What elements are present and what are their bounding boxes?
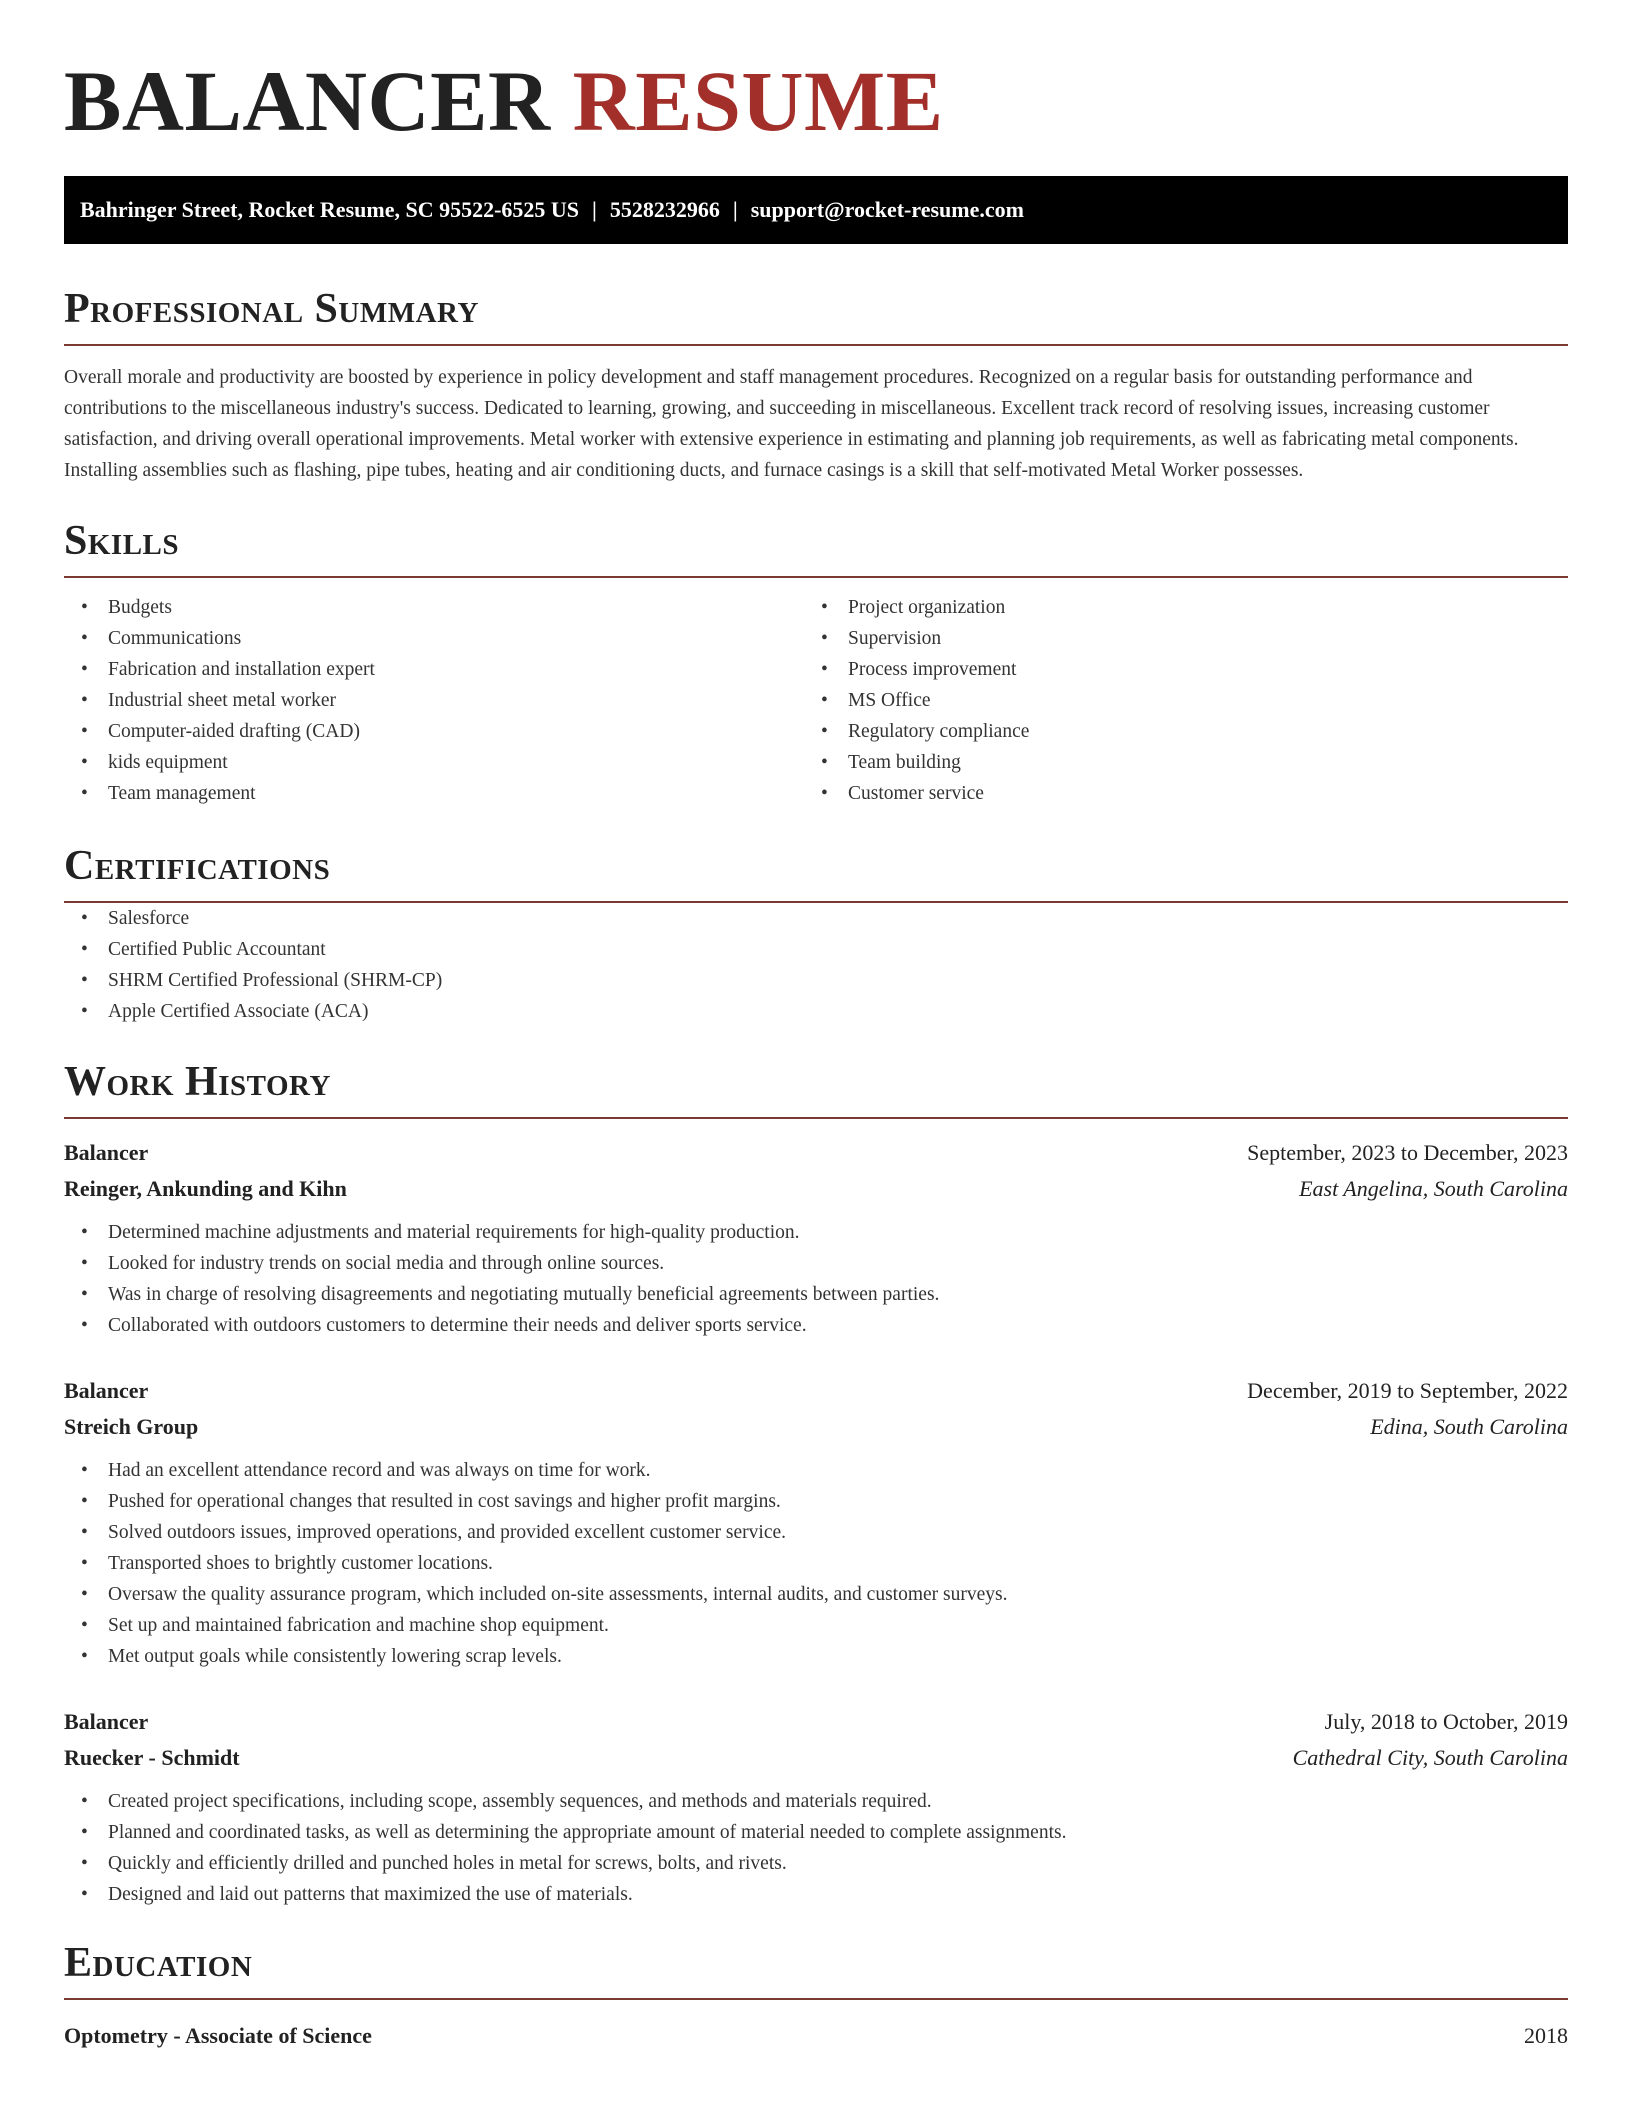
section-title-skills: Skills: [64, 518, 180, 564]
job-duty-item: • Pushed for operational changes that resulted in cost savings and higher profit margins.: [64, 1486, 1568, 1517]
job-company-row: [64, 1171, 1568, 1207]
job-list: [64, 1135, 1568, 1910]
job-duty-item: • Was in charge of resolving disagreements and negotiating mutually beneficial agreements between parties.: [64, 1279, 1568, 1310]
job-entry: [64, 1135, 1568, 1341]
skill-item: • Computer-aided drafting (CAD): [64, 716, 804, 747]
certification-item: • Certified Public Accountant: [64, 934, 1568, 965]
section-title-work-history: Work History: [64, 1059, 331, 1105]
job-entry: [64, 1704, 1568, 1910]
resume-name: [64, 0, 1568, 148]
skill-item: • Team management: [64, 778, 804, 809]
education-degree: Optometry - Associate of Science: [64, 2023, 372, 2048]
skill-item: • Team building: [804, 747, 1544, 778]
job-duty-item: • Collaborated with outdoors customers to determine their needs and deliver sports service.: [64, 1310, 1568, 1341]
skill-item: • Communications: [64, 623, 804, 654]
skill-item: • Fabrication and installation expert: [64, 654, 804, 685]
job-duty-item: • Determined machine adjustments and material requirements for high-quality production.: [64, 1217, 1568, 1248]
section-divider: [64, 1998, 1568, 2000]
contact-separator: |: [592, 197, 597, 222]
job-duty-item: • Solved outdoors issues, improved operations, and provided excellent customer service.: [64, 1517, 1568, 1548]
name-first: BALANCER: [64, 53, 551, 149]
skill-item: • Budgets: [64, 592, 804, 623]
certifications-list: [64, 903, 1568, 1027]
section-divider: [64, 1117, 1568, 1119]
job-duties-list: [64, 1786, 1568, 1910]
job-location: Edina, South Carolina: [1370, 1414, 1568, 1439]
section-title-certifications: Certifications: [64, 843, 331, 889]
contact-bar: [64, 176, 1568, 244]
certification-item: • SHRM Certified Professional (SHRM-CP): [64, 965, 1568, 996]
skills-section: [64, 516, 1568, 809]
job-dates: December, 2019 to September, 2022: [1247, 1378, 1568, 1403]
job-duty-item: • Set up and maintained fabrication and machine shop equipment.: [64, 1610, 1568, 1641]
job-duty-item: • Looked for industry trends on social media and through online sources.: [64, 1248, 1568, 1279]
job-dates: July, 2018 to October, 2019: [1324, 1709, 1568, 1734]
job-title: Balancer: [64, 1709, 149, 1734]
job-company: Ruecker - Schmidt: [64, 1745, 240, 1770]
contact-address: Bahringer Street, Rocket Resume, SC 95522-6525 US: [80, 197, 580, 222]
contact-phone: 5528232966: [609, 197, 720, 222]
skill-item: • Customer service: [804, 778, 1544, 809]
job-location: East Angelina, South Carolina: [1299, 1176, 1568, 1201]
name-last: RESUME: [572, 53, 944, 149]
certification-item: • Apple Certified Associate (ACA): [64, 996, 1568, 1027]
job-location: Cathedral City, South Carolina: [1292, 1745, 1568, 1770]
job-title: Balancer: [64, 1378, 149, 1403]
education-year: 2018: [1524, 2023, 1568, 2048]
skills-grid: [64, 592, 1568, 809]
summary-section: [64, 284, 1568, 486]
job-duty-item: • Planned and coordinated tasks, as well as determining the appropriate amount of material needed to complete assignments.: [64, 1817, 1568, 1848]
job-company-row: [64, 1409, 1568, 1445]
skill-item: • kids equipment: [64, 747, 804, 778]
education-section: [64, 1938, 1568, 2054]
skill-item: • Process improvement: [804, 654, 1544, 685]
contact-separator: |: [732, 197, 738, 222]
job-duty-item: • Met output goals while consistently lowering scrap levels.: [64, 1641, 1568, 1672]
summary-text: Overall morale and productivity are boosted by experience in policy development and staff management procedures. Recognized on a regular basis for outstanding performance and contributions to the miscellaneous industry's success. Dedicated to learning, growing, and succeeding in miscellaneous. Excellent track record of resolving issues, increasing customer satisfaction, and driving overall operational improvements. Metal worker with extensive experience in estimating and planning job requirements, as well as fabricating metal components. Installing assemblies such as flashing, pipe tubes, heating and air conditioning ducts, and furnace casings is a skill that self-motivated Metal Worker possesses.: [64, 367, 1519, 481]
job-title: Balancer: [64, 1140, 149, 1165]
section-title-summary: Professional Summary: [64, 286, 479, 332]
job-duties-list: [64, 1455, 1568, 1672]
certification-item: • Salesforce: [64, 903, 1568, 934]
contact-email: support@rocket-resume.com: [750, 197, 1024, 222]
job-company: Reinger, Ankunding and Kihn: [64, 1176, 347, 1201]
job-duty-item: • Oversaw the quality assurance program, which included on-site assessments, internal audits, and customer surveys.: [64, 1579, 1568, 1610]
skills-list-right: [804, 592, 1544, 809]
resume-page: [64, 0, 1568, 2054]
education-entry: [64, 2018, 1568, 2054]
skill-item: • MS Office: [804, 685, 1544, 716]
job-dates: September, 2023 to December, 2023: [1247, 1140, 1568, 1165]
skill-item: • Industrial sheet metal worker: [64, 685, 804, 716]
skill-item: • Project organization: [804, 592, 1544, 623]
job-header-row: [64, 1704, 1568, 1740]
skills-list-left: [64, 592, 804, 809]
skill-item: • Supervision: [804, 623, 1544, 654]
work-history-section: [64, 1057, 1568, 1910]
skill-item: • Regulatory compliance: [804, 716, 1544, 747]
job-company: Streich Group: [64, 1414, 199, 1439]
job-header-row: [64, 1373, 1568, 1409]
job-duty-item: • Had an excellent attendance record and was always on time for work.: [64, 1455, 1568, 1486]
job-duty-item: • Transported shoes to brightly customer locations.: [64, 1548, 1568, 1579]
section-divider: [64, 576, 1568, 578]
job-header-row: [64, 1135, 1568, 1171]
section-title-education: Education: [64, 1940, 253, 1986]
section-divider: [64, 344, 1568, 346]
job-duty-item: • Quickly and efficiently drilled and punched holes in metal for screws, bolts, and rivets.: [64, 1848, 1568, 1879]
job-duty-item: • Designed and laid out patterns that maximized the use of materials.: [64, 1879, 1568, 1910]
certifications-section: [64, 841, 1568, 1027]
job-duty-item: • Created project specifications, including scope, assembly sequences, and methods and materials required.: [64, 1786, 1568, 1817]
job-company-row: [64, 1740, 1568, 1776]
job-duties-list: [64, 1217, 1568, 1341]
job-entry: [64, 1373, 1568, 1672]
